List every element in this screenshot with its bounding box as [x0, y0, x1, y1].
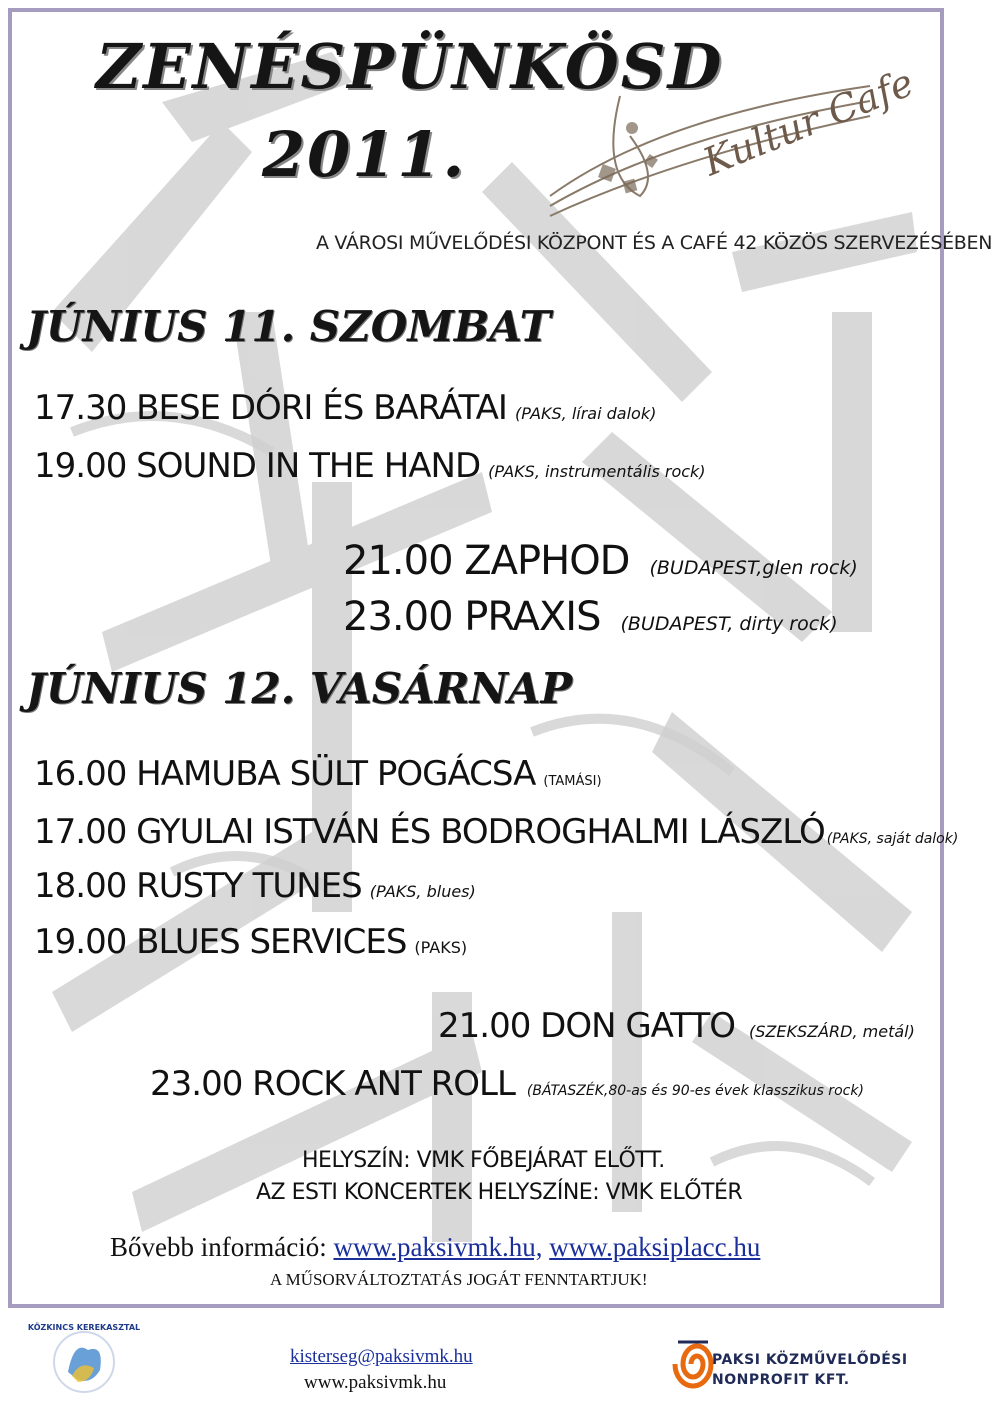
act-title: 23.00 ROCK ANT ROLL	[150, 1064, 515, 1104]
day1-act-4	[343, 594, 838, 640]
pkn-spiral-logo	[668, 1334, 718, 1394]
act-note: (SZEKSZÁRD, metál)	[749, 1022, 915, 1041]
act-title: 19.00 SOUND IN THE HAND	[34, 446, 481, 486]
kultur-cafe-text: Kultur Cafe	[696, 60, 920, 185]
day2-act-1	[34, 754, 602, 794]
day1-act-3	[343, 538, 858, 584]
act-title: 23.00 PRAXIS	[343, 594, 601, 640]
day2-act-3	[34, 866, 476, 906]
act-title: 17.30 BESE DÓRI ÉS BARÁTAI	[34, 388, 507, 428]
footer-email	[290, 1346, 473, 1368]
act-note: (BÁTASZÉK,80-as és 90-es évek klasszikus rock)	[526, 1083, 864, 1099]
act-title: 19.00 BLUES SERVICES	[34, 922, 407, 962]
act-title: 16.00 HAMUBA SÜLT POGÁCSA	[34, 754, 536, 794]
act-title: 17.00 GYULAI ISTVÁN ÉS BODROGHALMI LÁSZLÓ	[34, 812, 825, 852]
act-note: (PAKS, instrumentális rock)	[488, 462, 706, 481]
act-note: (PAKS, lírai dalok)	[514, 404, 657, 423]
act-note: (PAKS, saját dalok)	[826, 831, 959, 847]
act-note: (BUDAPEST, dirty rock)	[620, 613, 838, 635]
link-paksivmk[interactable]: www.paksivmk.hu,	[333, 1232, 543, 1262]
info-label: Bővebb információ:	[110, 1232, 327, 1262]
poster-title: ZENÉSPÜNKÖSD	[96, 30, 724, 103]
day1-act-2	[34, 446, 706, 486]
act-note: (BUDAPEST,glen rock)	[649, 557, 858, 579]
link-paksiplacc[interactable]: www.paksiplacc.hu	[549, 1232, 761, 1262]
act-note: (PAKS)	[414, 938, 468, 957]
kozkincs-text: KÖZKINCS KEREKASZTAL	[27, 1323, 141, 1332]
act-title: 21.00 ZAPHOD	[343, 538, 630, 584]
day2-act-4	[34, 922, 467, 962]
organizer-line: A VÁROSI MŰVELŐDÉSI KÖZPONT ÉS A CAFÉ 42 KÖZÖS SZERVEZÉSÉBEN	[316, 232, 992, 254]
kozkincs-logo	[28, 1320, 140, 1404]
day1-heading: JÚNIUS 11. SZOMBAT	[26, 302, 551, 351]
kultur-cafe-logo	[540, 56, 920, 216]
venue-line-1: HELYSZÍN: VMK FŐBEJÁRAT ELŐTT.	[302, 1148, 665, 1173]
act-note: (TAMÁSI)	[543, 774, 602, 789]
rights-notice: A MŰSORVÁLTOZTATÁS JOGÁT FENNTARTJUK!	[270, 1270, 648, 1289]
act-title: 18.00 RUSTY TUNES	[34, 866, 362, 906]
email-link[interactable]: kisterseg@paksivmk.hu	[290, 1346, 473, 1367]
venue-line-2: AZ ESTI KONCERTEK HELYSZÍNE: VMK ELŐTÉR	[256, 1180, 743, 1205]
day2-act-6	[150, 1064, 864, 1104]
day2-act-2	[34, 812, 958, 852]
act-note: (PAKS, blues)	[369, 882, 476, 901]
info-line	[110, 1232, 760, 1263]
poster-year: 2011.	[262, 118, 467, 191]
day2-act-5	[438, 1006, 915, 1046]
act-title: 21.00 DON GATTO	[438, 1006, 735, 1046]
pkn-line-1: PAKSI KÖZMŰVELŐDÉSI	[712, 1352, 908, 1368]
day2-heading: JÚNIUS 12. VASÁRNAP	[26, 664, 573, 713]
footer-web: www.paksivmk.hu	[304, 1372, 447, 1393]
pkn-line-2: NONPROFIT KFT.	[712, 1372, 850, 1388]
day1-act-1	[34, 388, 656, 428]
